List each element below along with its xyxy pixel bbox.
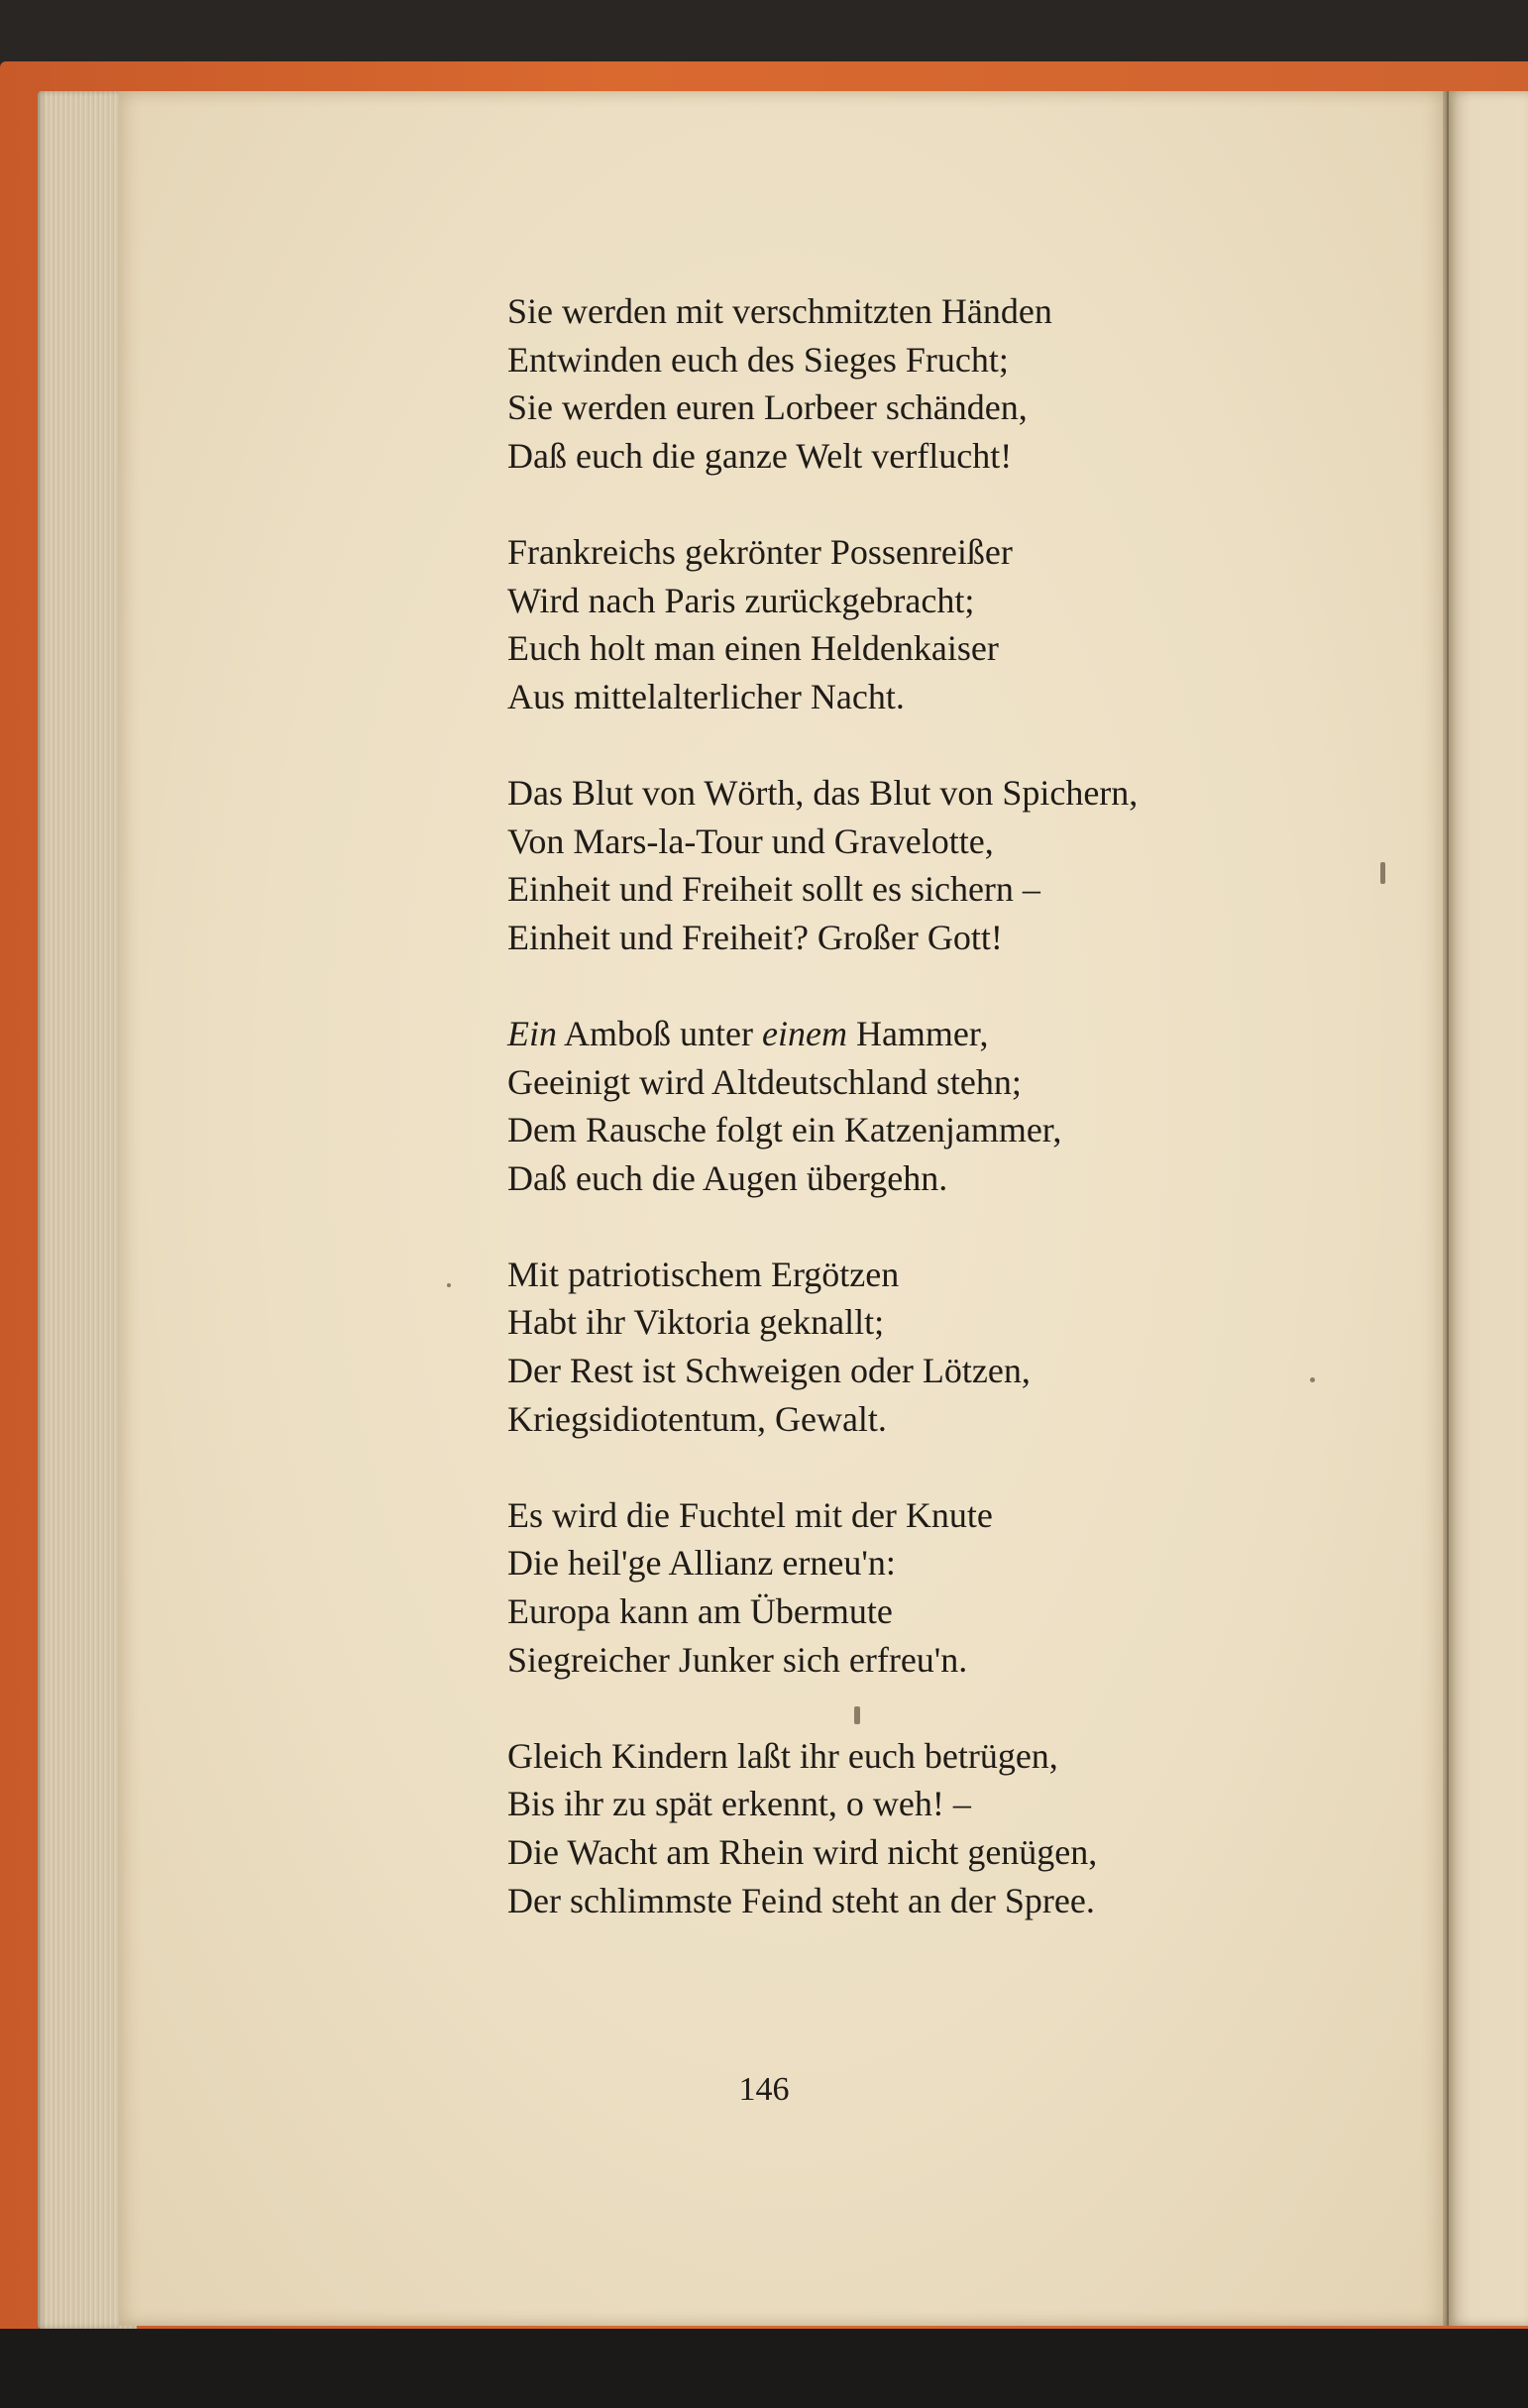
poem-line: Einheit und Freiheit? Großer Gott! [507, 917, 1003, 957]
poem-line: Aus mittelalterlicher Nacht. [507, 676, 905, 716]
poem-line: Die Wacht am Rhein wird nicht genügen, [507, 1832, 1098, 1872]
ink-speck [447, 1283, 451, 1287]
poem-text [507, 287, 1300, 1973]
poem-line: Geeinigt wird Altdeutschland stehn; [507, 1061, 1022, 1102]
poem-line: Habt ihr Viktoria geknallt; [507, 1302, 885, 1343]
poem-line: Es wird die Fuchtel mit der Knute [507, 1494, 993, 1535]
ink-speck [1380, 862, 1385, 884]
stanza [507, 1491, 1300, 1684]
poem-line: Von Mars-la-Tour und Gravelotte, [507, 821, 994, 861]
stanza [507, 528, 1300, 720]
poem-line: Sie werden euren Lorbeer schänden, [507, 387, 1028, 428]
poem-line: Bis ihr zu spät erkennt, o weh! – [507, 1784, 971, 1824]
poem-line: Einheit und Freiheit sollt es sichern – [507, 869, 1040, 910]
poem-line: Der Rest ist Schweigen oder Lötzen, [507, 1351, 1031, 1391]
poem-line: Entwinden euch des Sieges Frucht; [507, 339, 1009, 380]
page-gutter [1443, 91, 1449, 2326]
poem-line: Gleich Kindern laßt ihr euch betrügen, [507, 1735, 1058, 1776]
poem-line [507, 1010, 1300, 1058]
page-number: 146 [738, 2071, 790, 2108]
text-run: Hammer, [846, 1013, 989, 1053]
poem-line: Frankreichs gekrönter Possenreißer [507, 531, 1013, 572]
poem-line: Siegreicher Junker sich erfreu'n. [507, 1639, 968, 1680]
stanza [507, 769, 1300, 961]
stanza [507, 1251, 1300, 1443]
text-run: Amboß unter [557, 1013, 762, 1053]
poem-line: Der schlimmste Feind steht an der Spree. [507, 1880, 1095, 1920]
ink-speck [1310, 1377, 1315, 1382]
poem-line: Daß euch die Augen übergehn. [507, 1157, 948, 1198]
stanza [507, 1732, 1300, 1924]
italic-emphasis: Ein [507, 1013, 557, 1053]
poem-line: Euch holt man einen Heldenkaiser [507, 628, 999, 669]
poem-line: Kriegsidiotentum, Gewalt. [507, 1398, 887, 1439]
poem-line: Das Blut von Wörth, das Blut von Spichern, [507, 772, 1139, 813]
poem-line: Sie werden mit verschmitzten Händen [507, 291, 1052, 331]
poem-line: Mit patriotischem Ergötzen [507, 1254, 900, 1294]
stanza [507, 1010, 1300, 1202]
poem-line: Die heil'ge Allianz erneu'n: [507, 1543, 896, 1584]
background-surface [0, 2329, 1528, 2408]
facing-page-edge [1447, 91, 1528, 2326]
poem-line: Daß euch die ganze Welt verflucht! [507, 435, 1013, 476]
poem-line: Dem Rausche folgt ein Katzenjammer, [507, 1110, 1062, 1150]
poem-line: Europa kann am Übermute [507, 1591, 893, 1632]
italic-emphasis: einem [761, 1013, 847, 1053]
poem-line: Wird nach Paris zurückgebracht; [507, 580, 975, 620]
stanza [507, 287, 1300, 480]
